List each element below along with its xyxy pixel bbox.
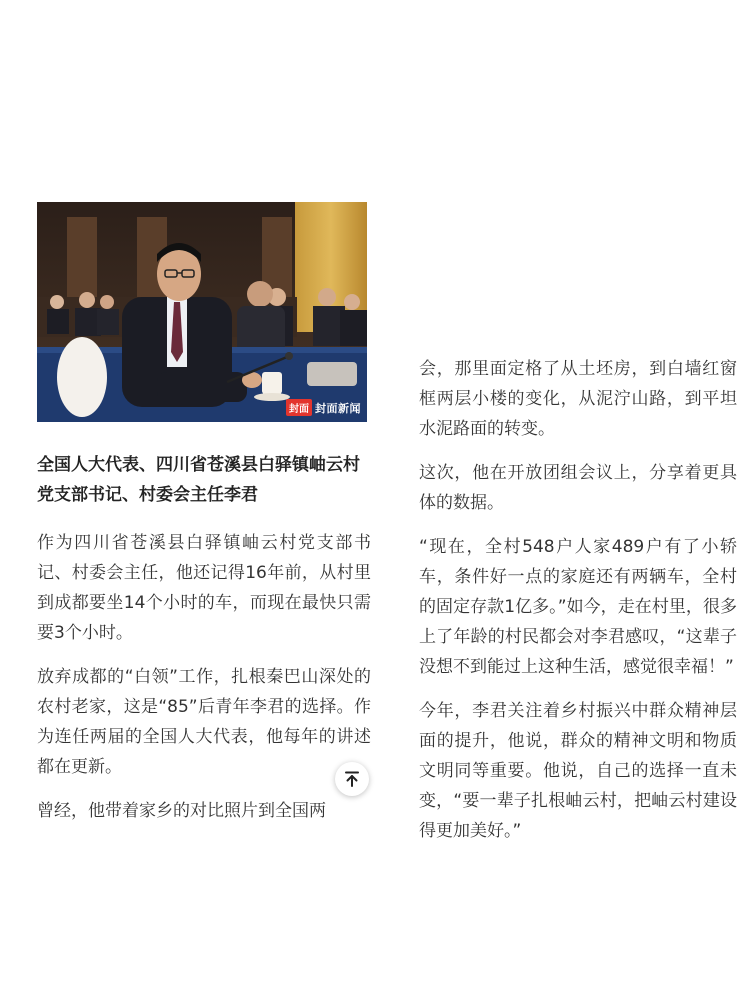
paragraph: 放弃成都的“白领”工作，扎根秦巴山深处的农村老家，这是“85”后青年李君的选择。作为连任两届的全国人大代表，他每年的讲述都在更新。	[37, 667, 371, 777]
paragraph: 这次，他在开放团组会议上，分享着更具体的数据。	[419, 463, 737, 513]
news-photo	[37, 202, 367, 422]
paragraph: 曾经，他带着家乡的对比照片到全国两	[37, 801, 326, 821]
back-to-top-button[interactable]	[335, 762, 369, 796]
article-column-left	[37, 528, 371, 840]
photo-caption: 全国人大代表、四川省苍溪县白驿镇岫云村党支部书记、村委会主任李君	[37, 455, 360, 505]
paragraph: “现在，全村548户人家489户有了小轿车，条件好一点的家庭还有两辆车，全村的固定存款1亿多。”如今，走在村里，很多上了年龄的村民都会对李君感叹，“这辈子没想不到能过上这种生活，感觉很幸福！”	[419, 537, 737, 677]
watermark-logo-badge: 封面	[286, 399, 312, 416]
paragraph: 会，那里面定格了从土坯房，到白墙红窗框两层小楼的变化，从泥泞山路，到平坦水泥路面的转变。	[419, 359, 737, 439]
paragraph: 今年，李君关注着乡村振兴中群众精神层面的提升，他说，群众的精神文明和物质文明同等重要。他说，自己的选择一直未变，“要一辈子扎根岫云村，把岫云村建设得更加美好。”	[419, 701, 737, 841]
meeting-photo-illustration	[37, 202, 367, 422]
watermark-brand-text: 封面新闻	[315, 401, 361, 415]
photo-watermark	[286, 399, 361, 416]
article-column-right	[419, 354, 737, 860]
paragraph: 作为四川省苍溪县白驿镇岫云村党支部书记、村委会主任，他还记得16年前，从村里到成都要坐14个小时的车，而现在最快只需要3个小时。	[37, 533, 371, 643]
arrow-up-to-top-icon	[343, 770, 361, 788]
